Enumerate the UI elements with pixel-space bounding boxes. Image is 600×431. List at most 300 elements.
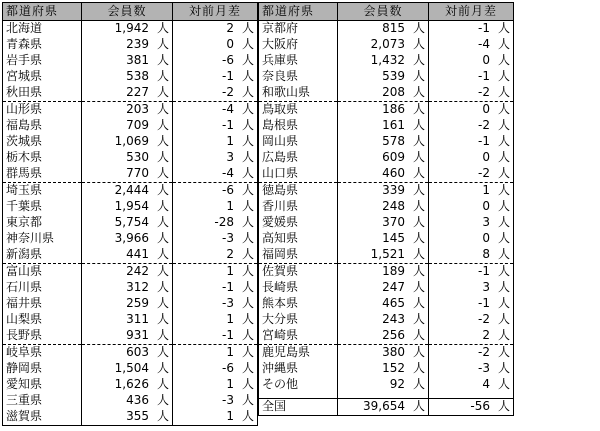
total-label [259,399,338,416]
monthly-diff-value: -1 [222,328,234,343]
unit-label: 人 [241,328,254,343]
unit-label: 人 [412,166,425,181]
member-count [338,69,429,85]
unit-label: 人 [241,134,254,149]
member-count [338,37,429,53]
prefecture-name [3,393,82,409]
prefecture-name-value: 石川県 [6,280,43,295]
unit-label: 人 [497,69,510,84]
monthly-diff-value: -6 [222,183,234,198]
monthly-diff-value: 1 [226,345,234,360]
unit-label: 人 [497,312,510,327]
monthly-diff-value: 0 [482,231,490,246]
prefecture-name [259,37,338,53]
unit-label: 人 [497,296,510,311]
member-count [82,150,173,166]
unit-label: 人 [497,345,510,360]
member-count-value: 381 [126,53,149,68]
table-row [259,21,514,38]
unit-label: 人 [156,53,169,68]
member-count-value: 815 [382,21,405,36]
prefecture-name [3,328,82,345]
header-prefecture: 都道府県 [259,3,338,21]
table-row [3,280,258,296]
table-row [3,199,258,215]
monthly-diff-value: -3 [222,296,234,311]
prefecture-name [3,166,82,183]
member-count [82,377,173,393]
table-row [3,409,258,426]
member-count [82,312,173,328]
prefecture-name-value: 大阪府 [262,37,299,52]
monthly-diff-value: 3 [482,280,490,295]
unit-label: 人 [156,264,169,279]
member-count [82,280,173,296]
monthly-diff-value: -2 [478,118,490,133]
member-count-value: 311 [126,312,149,327]
prefecture-name-value: 秋田県 [6,85,43,100]
member-count [338,21,429,38]
member-count [338,183,429,200]
unit-label: 人 [241,118,254,133]
unit-label: 人 [156,150,169,165]
prefecture-name-value: 和歌山県 [262,85,311,100]
unit-label: 人 [156,69,169,84]
monthly-diff [429,21,514,38]
prefecture-name-value: 静岡県 [6,361,43,376]
monthly-diff [173,264,258,281]
prefecture-name-value: 徳島県 [262,183,299,198]
member-count [82,264,173,281]
member-count-value: 1,521 [370,247,405,262]
unit-label: 人 [412,377,425,392]
unit-label: 人 [412,37,425,52]
member-count [338,345,429,362]
table-row [3,231,258,247]
member-count [338,118,429,134]
monthly-diff [429,231,514,247]
prefecture-name-value: 新潟県 [6,247,43,262]
unit-label: 人 [412,69,425,84]
monthly-diff [173,69,258,85]
monthly-diff [429,102,514,119]
monthly-diff-value: 0 [482,150,490,165]
monthly-diff-value: 4 [482,377,490,392]
member-count-value: 186 [382,102,405,117]
prefecture-name [3,377,82,393]
monthly-diff [429,53,514,69]
member-count [338,215,429,231]
unit-label: 人 [412,296,425,311]
member-count [82,393,173,409]
member-count-value: 189 [382,264,405,279]
unit-label: 人 [156,409,169,424]
monthly-diff [429,150,514,166]
table-row [259,69,514,85]
prefecture-name [259,296,338,312]
member-count-value: 436 [126,393,149,408]
unit-label: 人 [241,264,254,279]
monthly-diff-value: -6 [222,53,234,68]
monthly-diff [173,215,258,231]
unit-label: 人 [497,21,510,36]
unit-label: 人 [241,409,254,424]
member-count-value: 465 [382,296,405,311]
monthly-diff [429,247,514,264]
unit-label: 人 [156,296,169,311]
monthly-diff-value: 8 [482,247,490,262]
unit-label: 人 [497,134,510,149]
table-row [3,150,258,166]
monthly-diff [173,409,258,426]
monthly-diff-value: -1 [478,134,490,149]
table-row [3,166,258,183]
unit-label: 人 [156,393,169,408]
prefecture-name-value: 香川県 [262,199,299,214]
header-row [259,3,514,21]
unit-label: 人 [156,345,169,360]
unit-label: 人 [241,53,254,68]
prefecture-name-value: 奈良県 [262,69,299,84]
header-members: 会員数 [82,3,173,21]
member-count-value: 609 [382,150,405,165]
member-count-value: 603 [126,345,149,360]
table-row [259,199,514,215]
prefecture-name-value: 佐賀県 [262,264,299,279]
unit-label: 人 [241,296,254,311]
prefecture-name-value: 千葉県 [6,199,43,214]
prefecture-name-value: 宮崎県 [262,328,299,343]
monthly-diff-value: -4 [478,37,490,52]
monthly-diff-value: -1 [222,118,234,133]
monthly-diff [173,21,258,38]
prefecture-name-value: 島根県 [262,118,299,133]
member-count [338,328,429,345]
monthly-diff [173,53,258,69]
prefecture-name [3,247,82,264]
monthly-diff [429,312,514,328]
unit-label: 人 [241,312,254,327]
monthly-diff-value: -3 [478,361,490,376]
monthly-diff [173,328,258,345]
prefecture-name-value: 愛知県 [6,377,43,392]
prefecture-name-value: 兵庫県 [262,53,299,68]
unit-label: 人 [156,134,169,149]
unit-label: 人 [156,328,169,343]
monthly-diff [173,296,258,312]
unit-label: 人 [412,150,425,165]
monthly-diff [173,280,258,296]
unit-label: 人 [156,231,169,246]
monthly-diff-value: -2 [478,85,490,100]
member-count [338,296,429,312]
unit-label: 人 [156,37,169,52]
monthly-diff-value: 1 [226,134,234,149]
monthly-diff [429,85,514,102]
monthly-diff [429,377,514,393]
unit-label: 人 [241,247,254,262]
member-count [338,377,429,393]
member-count [82,166,173,183]
prefecture-name-value: 青森県 [6,37,43,52]
prefecture-name [259,361,338,377]
total-label-value: 全国 [262,399,287,414]
monthly-diff-value: 1 [226,199,234,214]
member-count [82,183,173,200]
prefecture-name-value: 京都府 [262,21,299,36]
prefecture-name [259,199,338,215]
unit-label: 人 [497,328,510,343]
unit-label: 人 [497,215,510,230]
table-row [3,247,258,264]
prefecture-name [3,199,82,215]
unit-label: 人 [241,21,254,36]
member-count-value: 1,954 [114,199,149,214]
monthly-diff-value: 0 [482,53,490,68]
monthly-diff [429,118,514,134]
unit-label: 人 [241,85,254,100]
monthly-diff [429,37,514,53]
monthly-diff-value: -3 [222,393,234,408]
unit-label: 人 [412,247,425,262]
unit-label: 人 [156,118,169,133]
monthly-diff-value: -1 [478,296,490,311]
monthly-diff-value: -1 [222,69,234,84]
unit-label: 人 [156,183,169,198]
member-count [82,361,173,377]
table-row [3,312,258,328]
prefecture-name-value: 福島県 [6,118,43,133]
member-count [338,280,429,296]
member-count [82,409,173,426]
unit-label: 人 [412,345,425,360]
table-row [3,21,258,38]
monthly-diff [429,199,514,215]
member-count-value: 248 [382,199,405,214]
unit-label: 人 [412,21,425,36]
member-count-value: 1,504 [114,361,149,376]
monthly-diff [429,69,514,85]
prefecture-name [3,296,82,312]
unit-label: 人 [497,247,510,262]
unit-label: 人 [241,377,254,392]
unit-label: 人 [241,280,254,295]
member-count [82,247,173,264]
member-count-value: 208 [382,85,405,100]
member-count [338,85,429,102]
unit-label: 人 [241,393,254,408]
member-count [338,150,429,166]
prefecture-name [3,183,82,200]
member-count-value: 239 [126,37,149,52]
member-count [82,118,173,134]
member-count-value: 2,073 [370,37,405,52]
table-row [259,312,514,328]
unit-label: 人 [497,199,510,214]
monthly-diff-value: -2 [478,166,490,181]
monthly-diff-value: 1 [226,377,234,392]
monthly-diff [173,393,258,409]
monthly-diff-value: -4 [222,166,234,181]
prefecture-name [259,264,338,281]
unit-label: 人 [156,85,169,100]
table-row [3,215,258,231]
prefecture-name [259,85,338,102]
monthly-diff [429,264,514,281]
prefecture-name-value: 群馬県 [6,166,43,181]
member-count [82,199,173,215]
unit-label: 人 [241,345,254,360]
monthly-diff-value: -28 [214,215,234,230]
table-row [259,231,514,247]
member-count-value: 259 [126,296,149,311]
table-row [259,361,514,377]
monthly-diff-value: -1 [478,21,490,36]
prefecture-name [3,280,82,296]
monthly-diff [173,377,258,393]
prefecture-name [3,345,82,362]
prefecture-name [3,264,82,281]
prefecture-name [259,150,338,166]
monthly-diff [173,166,258,183]
member-count-value: 256 [382,328,405,343]
table-row [3,102,258,119]
table-row [259,183,514,200]
monthly-diff-value: -1 [478,69,490,84]
unit-label: 人 [412,231,425,246]
member-count-value: 227 [126,85,149,100]
monthly-diff [429,345,514,362]
prefecture-name [259,377,338,393]
unit-label: 人 [497,399,510,414]
table-row [259,134,514,150]
monthly-diff [429,183,514,200]
prefecture-name-value: 三重県 [6,393,43,408]
table-row [3,264,258,281]
monthly-diff [429,328,514,345]
monthly-diff [429,361,514,377]
table-row [3,328,258,345]
table-row [259,328,514,345]
table-row [259,377,514,393]
unit-label: 人 [241,215,254,230]
prefecture-name [259,328,338,345]
member-count-value: 312 [126,280,149,295]
member-count [82,21,173,38]
prefecture-name-value: 長野県 [6,328,43,343]
prefecture-name-value: 栃木県 [6,150,43,165]
member-count-value: 441 [126,247,149,262]
unit-label: 人 [156,361,169,376]
monthly-diff-value: 1 [226,312,234,327]
unit-label: 人 [412,312,425,327]
member-count [82,53,173,69]
member-count [82,296,173,312]
prefecture-name [259,183,338,200]
table-row [3,183,258,200]
prefecture-name-value: 富山県 [6,264,43,279]
monthly-diff [173,150,258,166]
prefecture-name [3,69,82,85]
unit-label: 人 [156,247,169,262]
member-count-value: 243 [382,312,405,327]
unit-label: 人 [412,280,425,295]
member-count [338,361,429,377]
member-count-value: 539 [382,69,405,84]
table-row [259,102,514,119]
member-count [338,231,429,247]
prefecture-name [3,85,82,102]
prefecture-name-value: 北海道 [6,21,43,36]
table-row [259,264,514,281]
unit-label: 人 [412,199,425,214]
table-row [3,134,258,150]
monthly-diff-value: -2 [478,312,490,327]
member-count-value: 1,626 [114,377,149,392]
unit-label: 人 [412,85,425,100]
member-count-value: 5,754 [114,215,149,230]
monthly-diff [173,183,258,200]
left-table-body [3,21,258,426]
member-count [82,69,173,85]
table-row [259,280,514,296]
unit-label: 人 [241,37,254,52]
prefecture-name [259,345,338,362]
table-row [3,377,258,393]
member-count-value: 145 [382,231,405,246]
monthly-diff [429,166,514,183]
unit-label: 人 [412,53,425,68]
unit-label: 人 [412,399,425,414]
prefecture-name [259,166,338,183]
unit-label: 人 [412,102,425,117]
monthly-diff-value: 1 [226,409,234,424]
table-row [3,53,258,69]
unit-label: 人 [412,264,425,279]
prefecture-name-value: 岐阜県 [6,345,43,360]
monthly-diff [429,296,514,312]
unit-label: 人 [156,21,169,36]
monthly-diff [173,361,258,377]
total-monthly-diff-value: -56 [470,399,490,414]
monthly-diff-value: 2 [482,328,490,343]
prefecture-name [259,312,338,328]
prefecture-name-value: 山梨県 [6,312,43,327]
unit-label: 人 [156,377,169,392]
prefecture-name-value: 岩手県 [6,53,43,68]
table-row [259,345,514,362]
table-row [3,345,258,362]
monthly-diff [429,134,514,150]
member-count-value: 578 [382,134,405,149]
table-row [3,361,258,377]
monthly-diff-value: 3 [226,150,234,165]
monthly-diff [173,134,258,150]
unit-label: 人 [241,231,254,246]
member-count-value: 1,069 [114,134,149,149]
member-count-value: 709 [126,118,149,133]
table-row [259,247,514,264]
table-row [259,37,514,53]
prefecture-name [3,118,82,134]
unit-label: 人 [497,183,510,198]
unit-label: 人 [156,215,169,230]
unit-label: 人 [497,118,510,133]
member-count [338,199,429,215]
prefecture-name-value: 愛媛県 [262,215,299,230]
unit-label: 人 [241,102,254,117]
total-row [259,399,514,416]
